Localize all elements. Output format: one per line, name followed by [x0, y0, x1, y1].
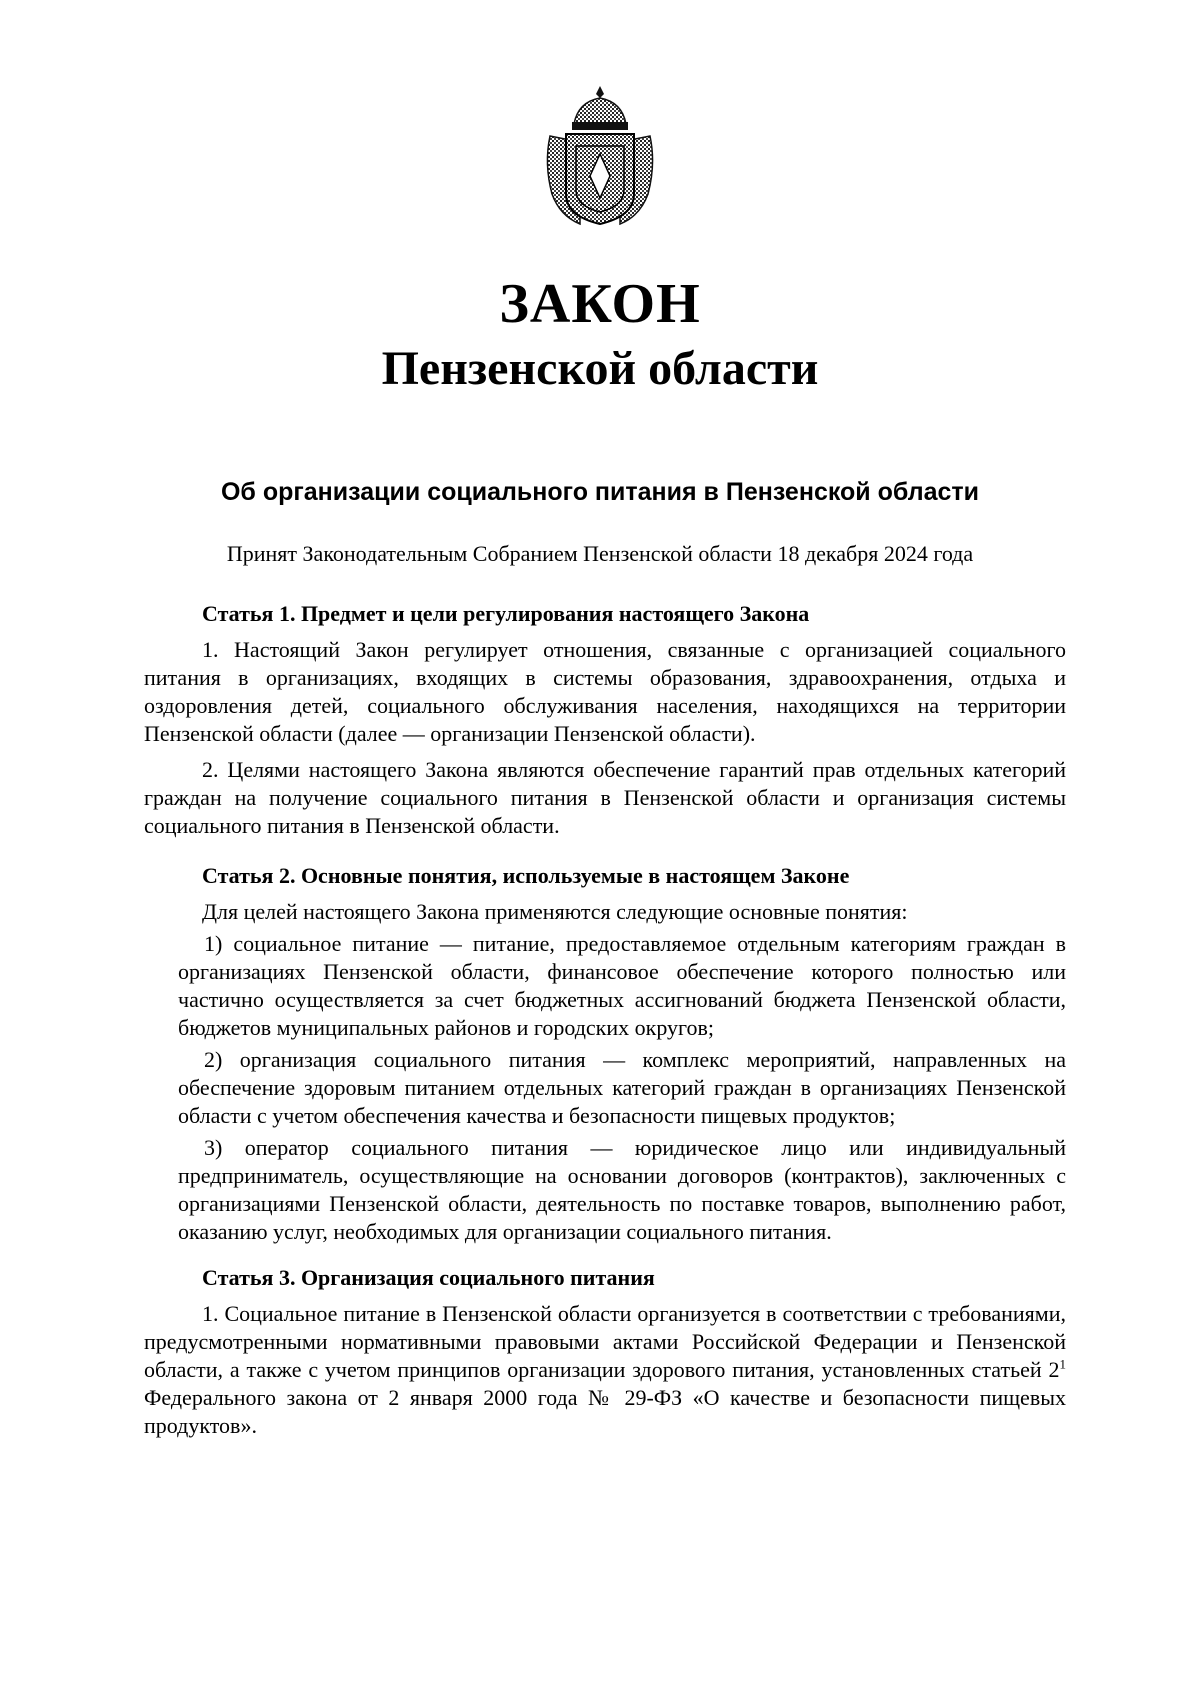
penza-coat-of-arms-icon	[540, 84, 660, 230]
article-3-heading: Статья 3. Организация социального питания	[202, 1265, 655, 1290]
article-number-superscript: 1	[1059, 1356, 1066, 1372]
article-3-paragraph-1-tail: Федерального закона от 2 января 2000 года № 29-ФЗ «О качестве и безопасности пищевых продуктов».	[144, 1385, 1066, 1438]
adoption-note: Принят Законодательным Собранием Пензенской области 18 декабря 2024 года	[226, 541, 974, 566]
document-type-title: ЗАКОН	[499, 273, 701, 335]
article-3-paragraph-1-text: 1. Социальное питание в Пензенской области организуется в соответствии с требованиями, предусмотренными нормативными правовыми актами Российской Федерации и Пензенской области, а также с учетом принципов организации здорового питания, установленных статьей 2	[144, 1301, 1066, 1382]
article-1-paragraph-2: 2. Целями настоящего Закона являются обеспечение гарантий прав отдельных категорий граждан на получение социального питания в Пензенской области и организация системы социального питания в Пензенской области.	[144, 757, 1066, 838]
definition-item: 3) оператор социального питания — юридическое лицо или индивидуальный предприниматель, осуществляющие на основании договоров (контрактов), заключенных с организациями Пензенской области, деятельность по поставке товаров, выполнению работ, оказанию услуг, необходимых для организации социального питания.	[178, 1135, 1066, 1244]
definitions-list	[178, 930, 1066, 1246]
article-2	[144, 862, 1066, 1246]
article-3-paragraph-1	[144, 1300, 1066, 1440]
definition-item: 1) социальное питание — питание, предоставляемое отдельным категориям граждан в организациях Пензенской области, финансовое обеспечение которого полностью или частично осуществляется за счет бюджетных ассигнований бюджета Пензенской области, бюджетов муниципальных районов и городских округов;	[178, 931, 1066, 1040]
article-1	[144, 600, 1066, 840]
article-2-intro: Для целей настоящего Закона применяются следующие основные понятия:	[202, 899, 908, 924]
region-title: Пензенской области	[381, 342, 819, 395]
law-subtitle: Об организации социального питания в Пензенской области	[220, 478, 980, 506]
article-2-heading: Статья 2. Основные понятия, используемые в настоящем Законе	[202, 863, 850, 888]
article-1-heading: Статья 1. Предмет и цели регулирования настоящего Закона	[202, 601, 810, 626]
article-3	[144, 1264, 1066, 1440]
article-1-paragraph-1: 1. Настоящий Закон регулирует отношения, связанные с организацией социального питания в организациях, входящих в системы образования, здравоохранения, отдыха и оздоровления детей, социального обслуживания населения, находящихся на территории Пензенской области (далее — организации Пензенской области).	[144, 637, 1066, 746]
law-body	[144, 600, 1066, 1448]
definition-item: 2) организация социального питания — комплекс мероприятий, направленных на обеспечение здоровым питанием отдельных категорий граждан в организациях Пензенской области с учетом обеспечения качества и безопасности пищевых продуктов;	[178, 1047, 1066, 1128]
coat-of-arms-emblem	[540, 84, 660, 230]
